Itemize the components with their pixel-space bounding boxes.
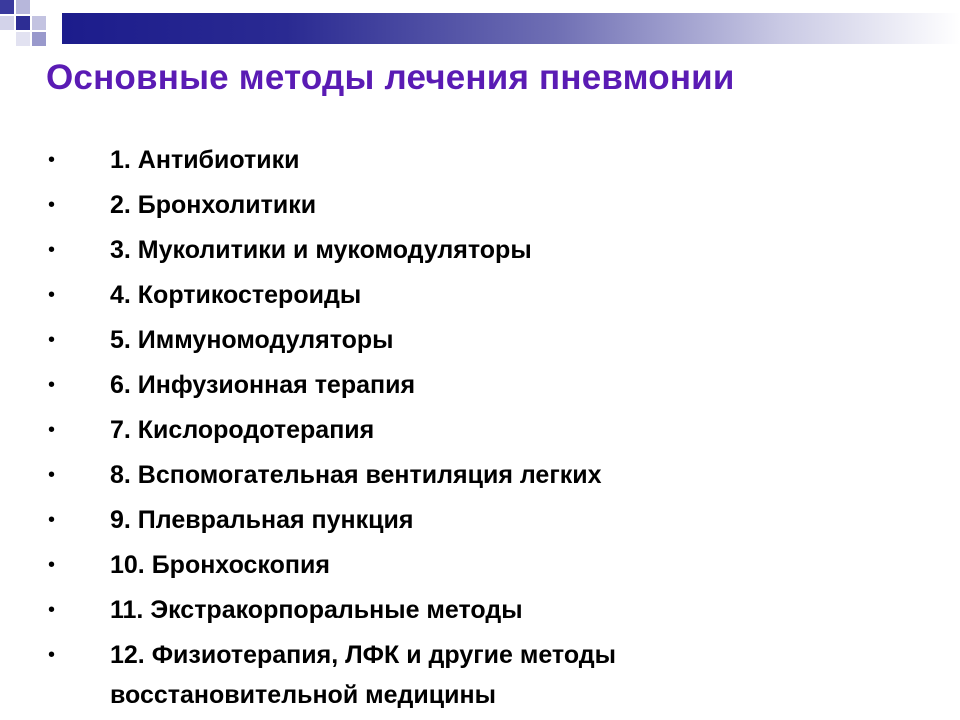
bullet-list [48,140,616,715]
bullet-icon: • [48,464,56,486]
list-item [48,635,616,715]
list-item [48,230,616,275]
list-item-text: 8. Вспомогательная вентиляция легких [110,461,602,489]
list-item-text: 5. Иммуномодуляторы [110,326,394,354]
list-item [48,455,616,500]
list-item [48,320,616,365]
list-item [48,590,616,635]
list-item [48,140,616,185]
bullet-icon: • [48,284,56,306]
list-item-text: 10. Бронхоскопия [110,551,330,579]
decor-square [16,0,30,14]
bullet-icon: • [48,509,56,531]
list-item [48,500,616,545]
decor-square [32,32,46,46]
list-item-text: 4. Кортикостероиды [110,281,362,309]
decor-square [32,16,46,30]
header-gradient-band [62,13,960,44]
list-item-text: 9. Плевральная пункция [110,506,414,534]
decor-square [16,16,30,30]
bullet-icon: • [48,329,56,351]
bullet-icon: • [48,644,56,666]
bullet-icon: • [48,194,56,216]
decor-square [0,16,14,30]
bullet-icon: • [48,599,56,621]
list-item [48,545,616,590]
decor-square [0,0,14,14]
list-item-text: 12. Физиотерапия, ЛФК и другие методы восстановительной медицины [110,641,617,709]
bullet-icon: • [48,149,56,171]
bullet-icon: • [48,419,56,441]
list-item [48,410,616,455]
list-item [48,185,616,230]
list-item-text: 2. Бронхолитики [110,191,317,219]
decor-square [16,32,30,46]
list-item-text: 11. Экстракорпоральные методы [110,596,523,624]
list-item [48,275,616,320]
bullet-icon: • [48,374,56,396]
list-item-text: 3. Муколитики и мукомодуляторы [110,236,532,264]
slide-title: Основные методы лечения пневмонии [46,58,735,97]
list-item-text: 6. Инфузионная терапия [110,371,416,399]
list-item-text: 7. Кислородотерапия [110,416,375,444]
list-item-text: 1. Антибиотики [110,146,300,174]
bullet-icon: • [48,239,56,261]
list-item [48,365,616,410]
bullet-icon: • [48,554,56,576]
